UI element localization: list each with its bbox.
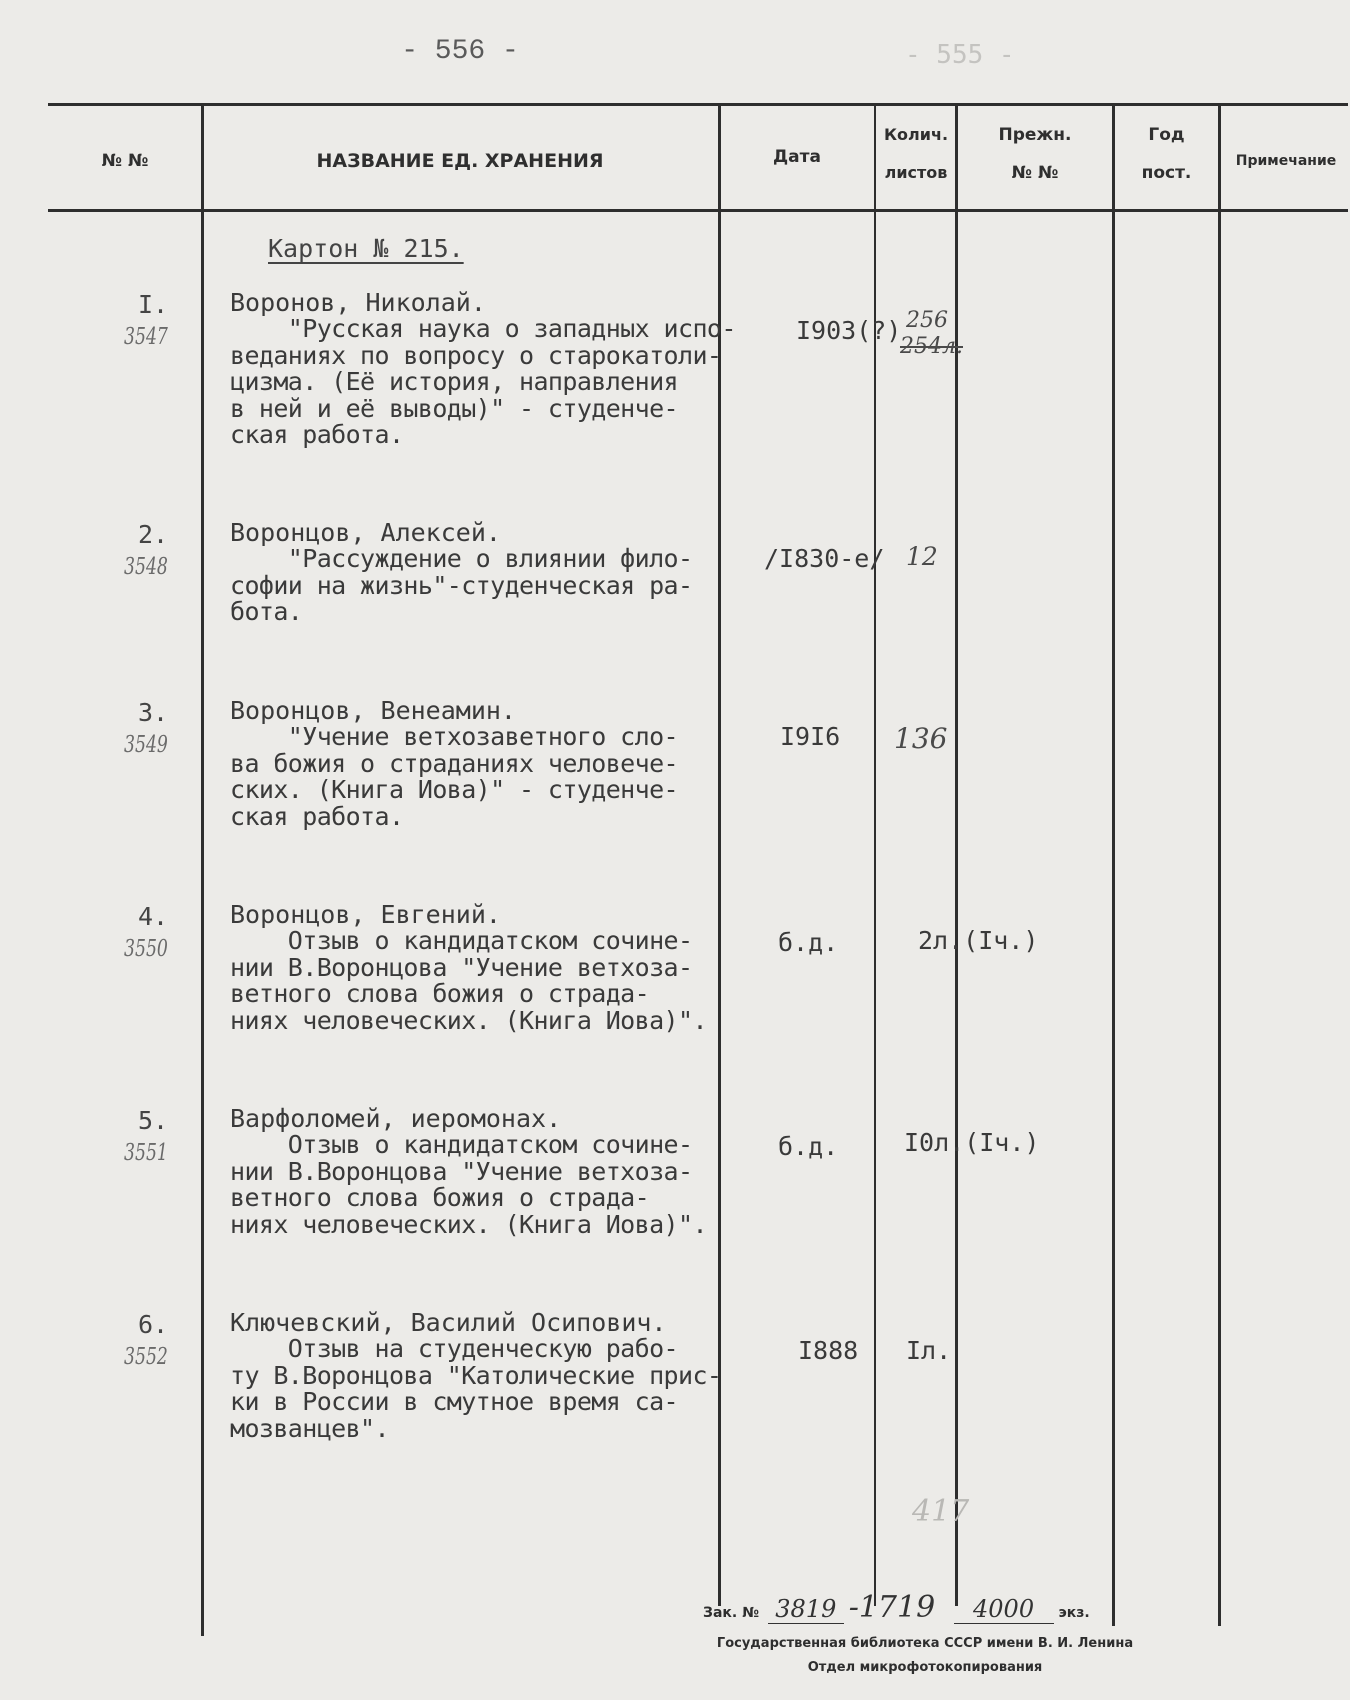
entry-sheets-handwritten: 136 (894, 722, 948, 755)
order-line (703, 1590, 1090, 1625)
entry-sheets: I0л.(Iч.) (904, 1128, 1040, 1157)
entry-sheets-handwritten: 256 (906, 308, 948, 333)
entry-date: б.д. (778, 928, 839, 957)
header-title-text: НАЗВАНИЕ ЕД. ХРАНЕНИЯ (316, 150, 604, 172)
col-divider-6 (1218, 106, 1221, 1626)
entry-inventory-number: 3548 (124, 554, 168, 580)
entry-number: 2. (138, 520, 169, 549)
entry-inventory-number: 3549 (124, 732, 168, 758)
header-note (1222, 142, 1350, 180)
entry-description: Отзыв на студенческую рабо- ту В.Воронцова "Католические прис- ки в России в смутное время са- мозванцев". (230, 1334, 722, 1443)
entry-description: "Учение ветхозаветного сло- ва божия о страданиях человече- ских. (Книга Иова)" - студенче- ская работа. (230, 722, 678, 831)
entry-sheets-crossed: 254л. (900, 334, 963, 359)
header-year-line2: пост. (1141, 163, 1192, 183)
header-date-text: Дата (773, 147, 821, 167)
library-name: Государственная библиотека СССР имени В. И. Ленина (716, 1636, 1134, 1651)
entry-date: I888 (798, 1336, 859, 1365)
entry-number: 6. (138, 1310, 169, 1339)
order-number: 3819 (768, 1595, 844, 1624)
col-divider-5 (1112, 106, 1115, 1626)
entry-description: "Рассуждение о влиянии фило- софии на жизнь"-студенческая ра- бота. (230, 544, 693, 626)
entry-sheets: Iл. (906, 1336, 952, 1365)
entry-description: "Русская наука о западных испо- веданиях по вопросу о старокатоли- цизма. (Её история, направления в ней и её выводы)" - студенче- ская работа. (230, 314, 736, 449)
entry-inventory-number: 3551 (124, 1140, 168, 1166)
entry-description: Отзыв о кандидатском сочине- нии В.Воронцова "Учение ветхоза- ветного слова божия о страда- ниях человеческих. (Книга Иова)". (230, 1130, 707, 1239)
entry-number: I. (138, 290, 169, 319)
entry-author: Варфоломей, иеромонах. (230, 1104, 562, 1133)
col-divider-4 (955, 106, 958, 1606)
entry-sheets: 2л.(Iч.) (918, 926, 1039, 955)
page-number: - 556 - (401, 36, 519, 67)
header-note-text: Примечание (1235, 153, 1337, 169)
header-title (210, 142, 710, 180)
order-label: Зак. № (703, 1605, 759, 1621)
copies-label: экз. (1058, 1605, 1090, 1621)
table-top-rule (48, 103, 1348, 106)
entry-author: Воронов, Николай. (230, 288, 486, 317)
entry-description: Отзыв о кандидатском сочине- нии В.Воронцова "Учение ветхоза- ветного слова божия о страда- ниях человеческих. (Книга Иова)". (230, 926, 707, 1035)
header-prev-line2: № № (1011, 163, 1059, 183)
header-number (60, 142, 190, 180)
table-header-rule (48, 209, 1348, 212)
header-sheets-line1: Колич. (883, 125, 949, 144)
entry-inventory-number: 3552 (124, 1344, 168, 1370)
header-prev-line1: Прежн. (998, 125, 1072, 145)
header-prev-number (958, 116, 1112, 192)
entry-date: I903(?) (796, 316, 902, 345)
entry-number: 3. (138, 698, 169, 727)
header-year (1115, 116, 1218, 192)
entry-author: Воронцов, Евгений. (230, 900, 501, 929)
entry-sheets-handwritten: 12 (906, 542, 938, 571)
order-number-2: -1719 (848, 1590, 936, 1625)
entry-author: Воронцов, Алексей. (230, 518, 501, 547)
copies-count: 4000 (954, 1595, 1054, 1624)
department-name: Отдел микрофотокопирования (807, 1660, 1043, 1675)
entry-number: 5. (138, 1106, 169, 1135)
entry-date: б.д. (778, 1132, 839, 1161)
entry-date: I9I6 (780, 722, 841, 751)
carton-title: Картон № 215. (268, 234, 464, 263)
entry-author: Воронцов, Венеамин. (230, 696, 516, 725)
col-divider-1 (201, 106, 204, 1636)
header-year-line1: Год (1148, 125, 1185, 145)
entry-number: 4. (138, 902, 169, 931)
bleed-through-page-number: - 555 - (905, 40, 1015, 70)
header-sheets (876, 116, 956, 192)
pencil-note: 417 (912, 1494, 970, 1529)
entry-inventory-number: 3547 (124, 324, 168, 350)
entry-date: /I830-е/ (764, 544, 885, 573)
header-sheets-line2: листов (884, 163, 948, 182)
entry-author: Ключевский, Василий Осипович. (230, 1308, 667, 1337)
header-number-text: № № (101, 151, 149, 171)
entry-inventory-number: 3550 (124, 936, 168, 962)
header-date (722, 138, 872, 176)
